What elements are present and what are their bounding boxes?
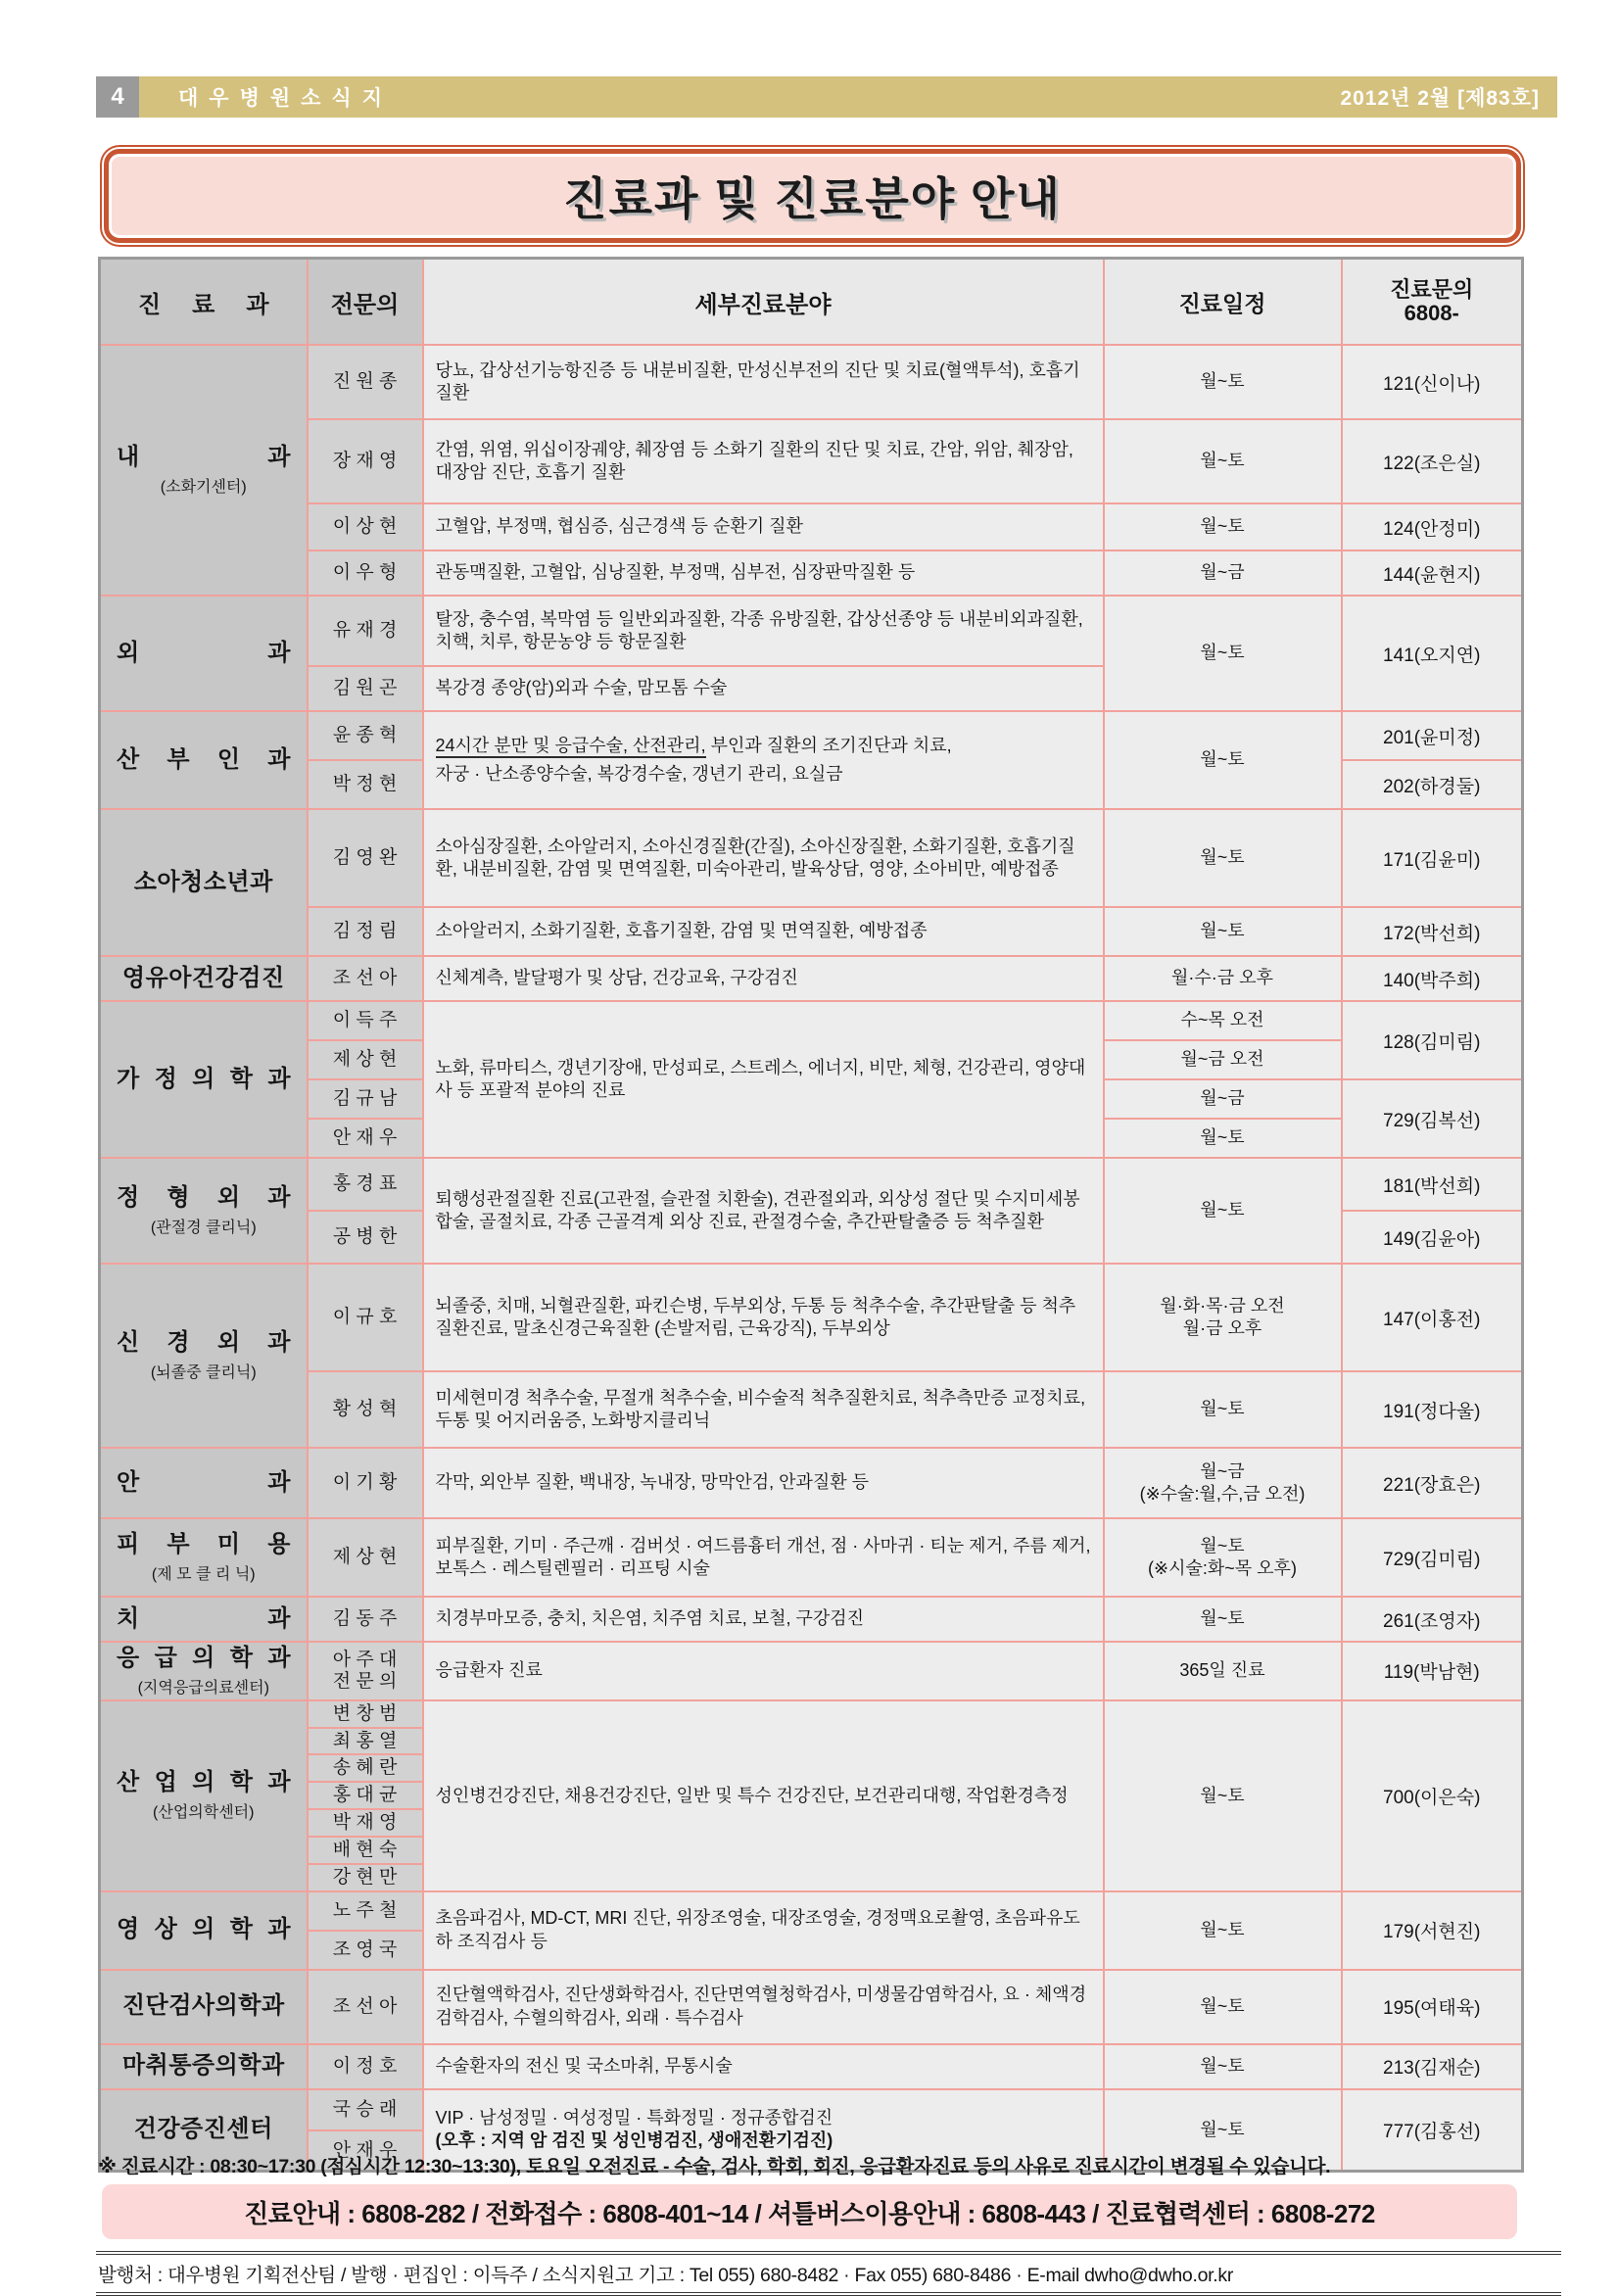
- table-row: [100, 956, 1523, 1001]
- schedule-cell: 월~토: [1104, 809, 1342, 907]
- doctor-cell: 김 규 남: [308, 1079, 423, 1119]
- schedule-cell: 월~금: [1104, 550, 1342, 596]
- dept-cell: 영유아건강검진: [100, 956, 308, 1001]
- contact-cell: 172(박선희): [1342, 907, 1523, 956]
- dept-cell: 산 업 의 학 과 (산업의학센터): [100, 1700, 308, 1891]
- contact-cell: 201(윤미정): [1342, 711, 1523, 760]
- field-cell: 당뇨, 갑상선기능항진증 등 내분비질환, 만성신부전의 진단 및 치료(혈액투석), 호흡기 질환: [423, 345, 1104, 419]
- contact-cell: 221(장효은): [1342, 1448, 1523, 1518]
- page-title: 진료과 및 진료분야 안내: [563, 173, 1062, 224]
- field-cell: 소아알러지, 소화기질환, 호흡기질환, 감염 및 면역질환, 예방접종: [423, 907, 1104, 956]
- dept-cell: 산 부 인 과: [100, 711, 308, 809]
- doctor-cell: 이 규 호: [308, 1264, 423, 1371]
- schedule-cell: 월~토: [1104, 596, 1342, 711]
- schedule-cell: 월~토: [1104, 1371, 1342, 1448]
- doctor-cell: 이 정 호: [308, 2044, 423, 2089]
- col-header-dept: 진 료 과: [100, 259, 308, 346]
- table-row: [100, 345, 1523, 419]
- doctor-cell: 황 성 혁: [308, 1371, 423, 1448]
- doctor-cell: 조 영 국: [308, 1931, 423, 1970]
- schedule-cell: 월~토: [1104, 2089, 1342, 2172]
- schedule-cell: 월~토: [1104, 1158, 1342, 1264]
- page-number: 4: [96, 76, 139, 118]
- doctor-cell: 변 창 범: [308, 1700, 423, 1728]
- table-row: [100, 1700, 1523, 1728]
- schedule-cell: 월~토: [1104, 1970, 1342, 2044]
- dept-cell: 피 부 미 용 (제 모 클 리 닉): [100, 1518, 308, 1597]
- field-cell: 간염, 위염, 위십이장궤양, 췌장염 등 소화기 질환의 진단 및 치료, 간암, 위암, 췌장암, 대장암 진단, 호흡기 질환: [423, 419, 1104, 503]
- field-cell: 퇴행성관절질환 진료(고관절, 슬관절 치환술), 견관절외과, 외상성 절단 및 수지미세봉합술, 골절치료, 각종 근골격계 외상 진료, 관절경수술, 추간판탈출증 등 척추질환: [423, 1158, 1104, 1264]
- field-cell: 복강경 종양(암)외과 수술, 맘모톰 수술: [423, 666, 1104, 711]
- schedule-cell: 월~금: [1104, 1079, 1342, 1119]
- doctor-cell: 김 동 주: [308, 1597, 423, 1642]
- col-header-contact: 진료문의 6808-: [1342, 259, 1523, 346]
- doctor-cell: 박 정 현: [308, 760, 423, 809]
- contact-cell: 777(김홍선): [1342, 2089, 1523, 2172]
- doctor-cell: 안 재 우: [308, 1119, 423, 1158]
- doctor-cell: 김 정 림: [308, 907, 423, 956]
- schedule-cell: 월~토: [1104, 907, 1342, 956]
- table-row: [100, 1891, 1523, 1931]
- schedule-cell: 월~토: [1104, 1597, 1342, 1642]
- doctor-cell: 이 우 형: [308, 550, 423, 596]
- departments-table-wrap: [98, 257, 1521, 2173]
- contact-cell: 124(안정미): [1342, 503, 1523, 550]
- doctor-cell: 유 재 경: [308, 596, 423, 666]
- doctor-cell: 이 기 황: [308, 1448, 423, 1518]
- field-cell: 미세현미경 척추수술, 무절개 척추수술, 비수술적 척추질환치료, 척추측만증 교정치료, 두통 및 어지러움증, 노화방지클리닉: [423, 1371, 1104, 1448]
- dept-cell: 응 급 의 학 과 (지역응급의료센터): [100, 1642, 308, 1700]
- schedule-cell: 월~토: [1104, 1891, 1342, 1970]
- contact-cell: 191(정다울): [1342, 1371, 1523, 1448]
- table-row: [100, 1642, 1523, 1700]
- contact-cell: 119(박남현): [1342, 1642, 1523, 1700]
- table-row: [100, 1448, 1523, 1518]
- doctor-cell: 진 원 종: [308, 345, 423, 419]
- table-row: [100, 596, 1523, 666]
- table-row: [100, 1597, 1523, 1642]
- doctor-cell: 윤 종 혁: [308, 711, 423, 760]
- field-cell: 관동맥질환, 고혈압, 심낭질환, 부정맥, 심부전, 심장판막질환 등: [423, 550, 1104, 596]
- schedule-cell: 월~토: [1104, 711, 1342, 809]
- publisher-footer: 발행처 : 대우병원 기획전산팀 / 발행 · 편집인 : 이득주 / 소식지원고 기고 : Tel 055) 680-8482 · Fax 055) 680-8486 · E-mail dwho@dwho.or.kr: [96, 2251, 1561, 2296]
- field-cell: 응급환자 진료: [423, 1642, 1104, 1700]
- table-row: [100, 2044, 1523, 2089]
- table-row: [100, 809, 1523, 907]
- table-row: [100, 711, 1523, 760]
- contact-cell: 122(조은실): [1342, 419, 1523, 503]
- schedule-cell: 월·화·목·금 오전 월·금 오후: [1104, 1264, 1342, 1371]
- field-cell: 각막, 외안부 질환, 백내장, 녹내장, 망막안검, 안과질환 등: [423, 1448, 1104, 1518]
- schedule-cell: 365일 진료: [1104, 1642, 1342, 1700]
- contact-cell: 261(조영자): [1342, 1597, 1523, 1642]
- schedule-cell: 월~토 (※시술:화~목 오후): [1104, 1518, 1342, 1597]
- contact-cell: 181(박선희): [1342, 1158, 1523, 1211]
- newsletter-header: [139, 76, 1557, 118]
- contact-cell: 700(이은숙): [1342, 1700, 1523, 1891]
- doctor-cell: 김 영 완: [308, 809, 423, 907]
- field-cell: 피부질환, 기미 · 주근깨 · 검버섯 · 여드름흉터 개선, 점 · 사마귀 · 티눈 제거, 주름 제거, 보톡스 · 레스틸렌필러 · 리프팅 시술: [423, 1518, 1104, 1597]
- dept-cell: 신 경 외 과 (뇌졸중 클리닉): [100, 1264, 308, 1448]
- doctor-cell: 장 재 영: [308, 419, 423, 503]
- field-cell: 탈장, 충수염, 복막염 등 일반외과질환, 각종 유방질환, 갑상선종양 등 내분비외과질환, 치핵, 치루, 항문농양 등 항문질환: [423, 596, 1104, 666]
- col-header-doctor: 전문의: [308, 259, 423, 346]
- dept-cell: 외 과: [100, 596, 308, 711]
- contact-cell: 149(김윤아): [1342, 1211, 1523, 1264]
- schedule-cell: 월~금 (※수술:월,수,금 오전): [1104, 1448, 1342, 1518]
- phone-info-text: 진료안내 : 6808-282 / 전화접수 : 6808-401~14 / 셔틀버스이용안내 : 6808-443 / 진료협력센터 : 6808-272: [244, 2198, 1375, 2228]
- table-row: [100, 1001, 1523, 1040]
- schedule-cell: 월~금 오전: [1104, 1040, 1342, 1079]
- departments-table: [98, 257, 1524, 2173]
- schedule-cell: 월·수·금 오후: [1104, 956, 1342, 1001]
- doctor-cell: 아 주 대 전 문 의: [308, 1642, 423, 1700]
- contact-cell: 195(여태육): [1342, 1970, 1523, 2044]
- contact-cell: 128(김미림): [1342, 1001, 1523, 1079]
- table-row: [100, 1970, 1523, 2044]
- contact-cell: 213(김재순): [1342, 2044, 1523, 2089]
- contact-cell: 141(오지연): [1342, 596, 1523, 711]
- doctor-cell: 홍 경 표: [308, 1158, 423, 1211]
- dept-cell: 건강증진센터: [100, 2089, 308, 2172]
- contact-cell: 144(윤현지): [1342, 550, 1523, 596]
- schedule-cell: 월~토: [1104, 345, 1342, 419]
- page-header-bar: [96, 76, 1557, 118]
- contact-cell: 179(서현진): [1342, 1891, 1523, 1970]
- table-row: [100, 907, 1523, 956]
- contact-cell: 729(김미림): [1342, 1518, 1523, 1597]
- doctor-cell: 홍 대 균: [308, 1782, 423, 1809]
- doctor-cell: 안 재 우: [308, 2130, 423, 2172]
- doctor-cell: 최 홍 열: [308, 1728, 423, 1755]
- section-banner: [104, 149, 1521, 243]
- field-cell: 초음파검사, MD-CT, MRI 진단, 위장조영술, 대장조영술, 경정맥요로촬영, 초음파유도하 조직검사 등: [423, 1891, 1104, 1970]
- dept-cell: 진단검사의학과: [100, 1970, 308, 2044]
- dept-cell: 영 상 의 학 과: [100, 1891, 308, 1970]
- dept-cell: 마취통증의학과: [100, 2044, 308, 2089]
- contact-cell: 202(하경둘): [1342, 760, 1523, 809]
- table-row: [100, 2089, 1523, 2130]
- doctor-cell: 조 선 아: [308, 956, 423, 1001]
- dept-cell: 가 정 의 학 과: [100, 1001, 308, 1158]
- contact-cell: 140(박주희): [1342, 956, 1523, 1001]
- table-row: [100, 1371, 1523, 1448]
- contact-cell: 171(김윤미): [1342, 809, 1523, 907]
- schedule-cell: 월~토: [1104, 1700, 1342, 1891]
- schedule-cell: 수~목 오전: [1104, 1001, 1342, 1040]
- doctor-cell: 공 병 한: [308, 1211, 423, 1264]
- doctor-cell: 제 상 현: [308, 1518, 423, 1597]
- schedule-cell: 월~토: [1104, 1119, 1342, 1158]
- contact-cell: 729(김복선): [1342, 1079, 1523, 1158]
- dept-cell: 치 과: [100, 1597, 308, 1642]
- doctor-cell: 김 원 곤: [308, 666, 423, 711]
- doctor-cell: 노 주 철: [308, 1891, 423, 1931]
- dept-cell: 소아청소년과: [100, 809, 308, 956]
- doctor-cell: 제 상 현: [308, 1040, 423, 1079]
- table-row: [100, 419, 1523, 503]
- field-cell: 수술환자의 전신 및 국소마취, 무통시술: [423, 2044, 1104, 2089]
- col-header-schedule: 진료일정: [1104, 259, 1342, 346]
- field-cell: 신체계측, 발달평가 및 상담, 건강교육, 구강검진: [423, 956, 1104, 1001]
- phone-info-bar: [102, 2184, 1517, 2239]
- issue-date: 2012년 2월 [제83호]: [1340, 87, 1540, 110]
- contact-cell: 121(신이나): [1342, 345, 1523, 419]
- table-header-row: [100, 259, 1523, 346]
- dept-cell: 정 형 외 과 (관절경 클리닉): [100, 1158, 308, 1264]
- field-cell: VIP · 남성정밀 · 여성정밀 · 특화정밀 · 정규종합검진 (오후 : 지역 암 검진 및 성인병검진, 생애전환기검진): [423, 2089, 1104, 2172]
- doctor-cell: 배 현 숙: [308, 1837, 423, 1864]
- dept-cell: 내 과 (소화기센터): [100, 345, 308, 596]
- schedule-cell: 월~토: [1104, 503, 1342, 550]
- table-row: [100, 1518, 1523, 1597]
- field-cell: 치경부마모증, 충치, 치은염, 치주염 치료, 보철, 구강검진: [423, 1597, 1104, 1642]
- clinic-hours-note: ※ 진료시간 : 08:30~17:30 (점심시간 12:30~13:30), 토요일 오전진료 - 수술, 검사, 학회, 회진, 응급환자진료 등의 사유로 진료시간이 변경될 수 있습니다.: [98, 2156, 1331, 2177]
- field-cell: 노화, 류마티스, 갱년기장애, 만성피로, 스트레스, 에너지, 비만, 체형, 건강관리, 영양대사 등 포괄적 분야의 진료: [423, 1001, 1104, 1158]
- doctor-cell: 송 혜 란: [308, 1754, 423, 1782]
- dept-cell: 안 과: [100, 1448, 308, 1518]
- col-header-field: 세부진료분야: [423, 259, 1104, 346]
- newsletter-title: 대우병원소식지: [178, 87, 394, 110]
- table-row: [100, 503, 1523, 550]
- doctor-cell: 이 득 주: [308, 1001, 423, 1040]
- field-cell: 뇌졸중, 치매, 뇌혈관질환, 파킨슨병, 두부외상, 두통 등 척추수술, 추간판탈출 등 척추질환진료, 말초신경근육질환 (손발저림, 근육강직), 두부외상: [423, 1264, 1104, 1371]
- table-row: [100, 1158, 1523, 1211]
- table-row: [100, 1264, 1523, 1371]
- field-cell: 24시간 분만 및 응급수술, 산전관리, 부인과 질환의 조기진단과 치료, 자궁 · 난소종양수술, 복강경수술, 갱년기 관리, 요실금: [423, 711, 1104, 809]
- doctor-cell: 조 선 아: [308, 1970, 423, 2044]
- table-row: [100, 550, 1523, 596]
- doctor-cell: 박 재 영: [308, 1809, 423, 1837]
- field-cell: 소아심장질환, 소아알러지, 소아신경질환(간질), 소아신장질환, 소화기질환, 호흡기질환, 내분비질환, 감염 및 면역질환, 미숙아관리, 발육상담, 영양, 소아비만, 예방접종: [423, 809, 1104, 907]
- contact-cell: 147(이홍전): [1342, 1264, 1523, 1371]
- field-cell: 성인병건강진단, 채용건강진단, 일반 및 특수 건강진단, 보건관리대행, 작업환경측정: [423, 1700, 1104, 1891]
- doctor-cell: 이 상 현: [308, 503, 423, 550]
- schedule-cell: 월~토: [1104, 2044, 1342, 2089]
- doctor-cell: 강 현 만: [308, 1864, 423, 1891]
- doctor-cell: 국 승 래: [308, 2089, 423, 2130]
- schedule-cell: 월~토: [1104, 419, 1342, 503]
- field-cell: 진단혈액학검사, 진단생화학검사, 진단면역혈청학검사, 미생물감염학검사, 요 · 체액경검학검사, 수혈의학검사, 외래 · 특수검사: [423, 1970, 1104, 2044]
- field-cell: 고혈압, 부정맥, 협심증, 심근경색 등 순환기 질환: [423, 503, 1104, 550]
